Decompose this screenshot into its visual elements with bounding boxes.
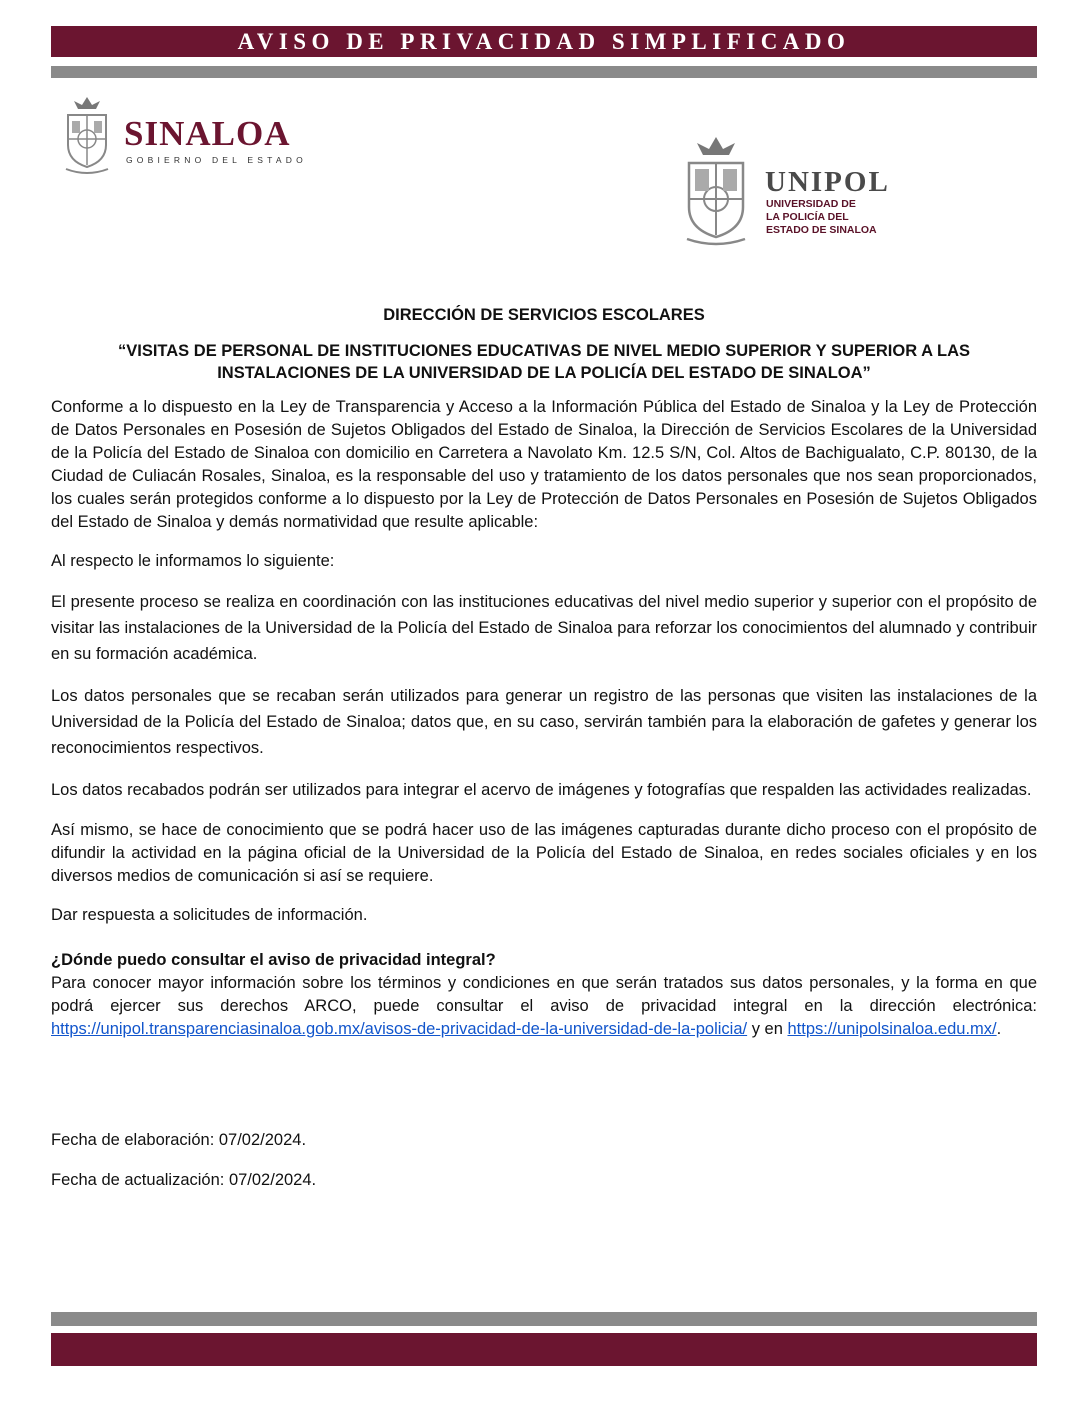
consult-period: . bbox=[996, 1020, 1002, 1038]
sinaloa-logo bbox=[62, 95, 312, 177]
paragraph-publication: Así mismo, se hace de conocimiento que se podrá hacer uso de las imágenes capturadas durante dicho proceso con el propósito de difundir la actividad en la página oficial de la Universidad de la Policía del Estado de Sinaloa, en redes sociales oficiales y en los diversos medios de comunicación si así se requiere. bbox=[51, 821, 1037, 885]
unipol-coat-of-arms-icon bbox=[683, 135, 749, 247]
sinaloa-subtitle: GOBIERNO DEL ESTADO bbox=[126, 155, 307, 165]
paragraph-process: El presente proceso se realiza en coordinación con las instituciones educativas del nivel medio superior y superior con el propósito de visitar las instalaciones de la Universidad de la Policía del Estado de Sinaloa para reforzar los conocimientos del alumnado y contribuir en su formación académica. bbox=[51, 593, 1037, 663]
document-subtitle: “VISITAS DE PERSONAL DE INSTITUCIONES EDUCATIVAS DE NIVEL MEDIO SUPERIOR Y SUPERIOR A LAS INSTALACIONES DE LA UNIVERSIDAD DE LA POLICÍA DEL ESTADO DE SINALOA” bbox=[117, 342, 970, 382]
section-heading: DIRECCIÓN DE SERVICIOS ESCOLARES bbox=[383, 306, 705, 324]
consult-text: Para conocer mayor información sobre los términos y condiciones en que serán tratados sus datos personales, y la forma en que podrá ejercer sus derechos ARCO, puede consultar el aviso de privacidad integral en la dirección electrónica: bbox=[51, 974, 1037, 1015]
unipol-subtitle-line: ESTADO DE SINALOA bbox=[766, 224, 877, 236]
paragraph-intro: Conforme a lo dispuesto en la Ley de Transparencia y Acceso a la Información Pública del Estado de Sinaloa y la Ley de Protección de Datos Personales en Posesión de Sujetos Obligados del Estado de Sinaloa, la Dirección de Servicios Escolares de la Universidad de la Policía del Estado de Sinaloa con domicilio en Carretera a Navolato Km. 12.5 S/N, Col. Altos de Bachigualato, C.P. 80130, de la Ciudad de Culiacán Rosales, Sinaloa, es la responsable del uso y tratamiento de los datos personales que nos sean proporcionados, los cuales serán protegidos conforme a lo dispuesto por la Ley de Protección de Datos Personales en Posesión de Sujetos Obligados del Estado de Sinaloa y demás normatividad que resulte aplicable: bbox=[51, 398, 1037, 531]
paragraph-data-use: Los datos personales que se recaban serán utilizados para generar un registro de las personas que visiten las instalaciones de la Universidad de la Policía del Estado de Sinaloa; datos que, en su caso, servirán también para la elaboración de gafetes y generar los reconocimientos respectivos. bbox=[51, 687, 1037, 757]
consult-connector: y en bbox=[747, 1020, 788, 1038]
unipol-subtitle-line: UNIVERSIDAD DE bbox=[766, 198, 856, 210]
banner-title: AVISO DE PRIVACIDAD SIMPLIFICADO bbox=[51, 26, 1037, 57]
bottom-divider bbox=[51, 1312, 1037, 1326]
paragraph-images: Los datos recabados podrán ser utilizados para integrar el acervo de imágenes y fotografías que respalden las actividades realizadas. bbox=[51, 781, 1032, 799]
top-divider bbox=[51, 66, 1037, 78]
unipol-subtitle bbox=[766, 198, 877, 237]
unipol-site-link[interactable]: https://unipolsinaloa.edu.mx/ bbox=[787, 1020, 997, 1038]
sinaloa-wordmark: SINALOA bbox=[124, 114, 291, 153]
paragraph-requests: Dar respuesta a solicitudes de información. bbox=[51, 906, 368, 924]
sinaloa-coat-of-arms-icon bbox=[62, 95, 112, 177]
date-update: Fecha de actualización: 07/02/2024. bbox=[51, 1171, 317, 1189]
question-title: ¿Dónde puedo consultar el aviso de privacidad integral? bbox=[51, 951, 496, 969]
paragraph-consult bbox=[51, 972, 1037, 1041]
unipol-logo bbox=[683, 135, 923, 247]
paragraph-lead: Al respecto le informamos lo siguiente: bbox=[51, 552, 335, 570]
transparency-link[interactable]: https://unipol.transparenciasinaloa.gob.mx/avisos-de-privacidad-de-la-universidad-de-la-policia/ bbox=[51, 1020, 748, 1038]
footer-band bbox=[51, 1333, 1037, 1366]
unipol-wordmark: UNIPOL bbox=[765, 166, 890, 198]
date-elaboration: Fecha de elaboración: 07/02/2024. bbox=[51, 1131, 307, 1149]
document-body bbox=[51, 304, 1037, 1209]
unipol-subtitle-line: LA POLICÍA DEL bbox=[766, 211, 849, 223]
